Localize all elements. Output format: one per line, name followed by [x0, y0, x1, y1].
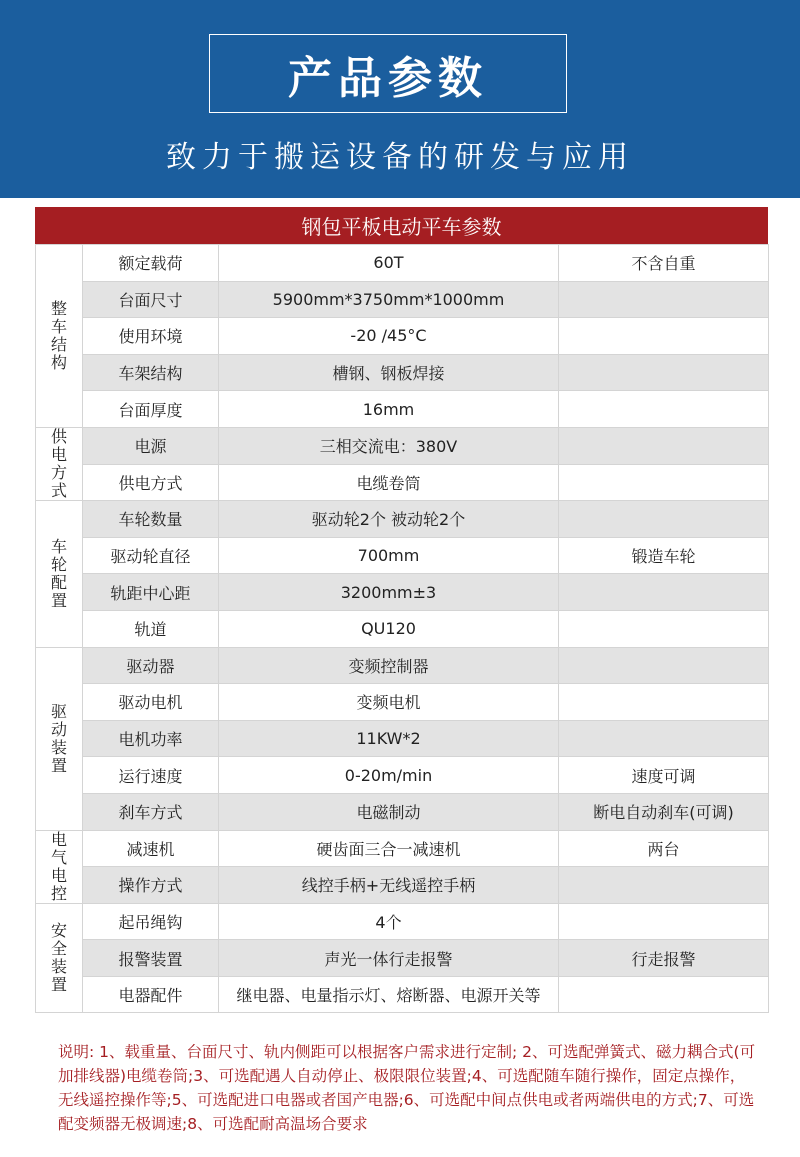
cell-item: 车架结构	[83, 354, 219, 391]
group-label-text: 车 轮 配 置	[50, 536, 67, 610]
cell-note	[559, 281, 769, 318]
spec-table-container	[35, 207, 768, 1013]
cell-item: 驱动器	[83, 647, 219, 684]
group-label-text: 电 气 电 控	[50, 829, 67, 903]
cell-item: 台面尺寸	[83, 281, 219, 318]
cell-item: 刹车方式	[83, 793, 219, 830]
cell-item: 供电方式	[83, 464, 219, 501]
cell-note	[559, 318, 769, 355]
table-row	[36, 940, 769, 977]
cell-value: 硬齿面三合一减速机	[219, 830, 559, 867]
group-label	[36, 501, 83, 647]
cell-note	[559, 501, 769, 538]
cell-value: 700mm	[219, 537, 559, 574]
cell-note	[559, 610, 769, 647]
cell-item: 车轮数量	[83, 501, 219, 538]
group-label	[36, 830, 83, 903]
table-row	[36, 976, 769, 1013]
cell-item: 电机功率	[83, 720, 219, 757]
group-label	[36, 427, 83, 500]
table-row	[36, 391, 769, 428]
cell-note	[559, 464, 769, 501]
table-row	[36, 903, 769, 940]
footnote: 说明: 1、载重量、台面尺寸、轨内侧距可以根据客户需求进行定制; 2、可选配弹簧式、磁力耦合式(可加排线器)电缆卷筒;3、可选配遇人自动停止、极限限位装置;4、可选配随车随行操作，固定点操作，无线遥控操作等;5、可选配进口电器或者国产电器;6、可选配中间点供电或者两端供电的方式;7、可选配变频器无极调速;8、可选配耐高温场合要求	[58, 1043, 756, 1133]
cell-value: 5900mm*3750mm*1000mm	[219, 281, 559, 318]
cell-note	[559, 903, 769, 940]
cell-note	[559, 647, 769, 684]
cell-item: 使用环境	[83, 318, 219, 355]
cell-note	[559, 354, 769, 391]
cell-item: 电源	[83, 427, 219, 464]
cell-value: 60T	[219, 245, 559, 282]
cell-value: 驱动轮2个 被动轮2个	[219, 501, 559, 538]
group-label	[36, 647, 83, 830]
header-banner	[0, 0, 800, 198]
group-label	[36, 245, 83, 428]
table-row	[36, 684, 769, 721]
cell-note: 两台	[559, 830, 769, 867]
cell-value: 继电器、电量指示灯、熔断器、电源开关等	[219, 976, 559, 1013]
cell-note	[559, 720, 769, 757]
cell-item: 轨道	[83, 610, 219, 647]
table-row	[36, 464, 769, 501]
cell-value: 11KW*2	[219, 720, 559, 757]
spec-table	[35, 244, 769, 1013]
cell-value: -20 /45°C	[219, 318, 559, 355]
cell-value: QU120	[219, 610, 559, 647]
table-row	[36, 720, 769, 757]
cell-item: 额定载荷	[83, 245, 219, 282]
cell-value: 3200mm±3	[219, 574, 559, 611]
cell-item: 运行速度	[83, 757, 219, 794]
cell-value: 电磁制动	[219, 793, 559, 830]
cell-value: 声光一体行走报警	[219, 940, 559, 977]
cell-value: 变频控制器	[219, 647, 559, 684]
title-box	[209, 34, 567, 113]
table-row	[36, 574, 769, 611]
cell-note: 速度可调	[559, 757, 769, 794]
group-label-text: 供 电 方 式	[50, 427, 67, 501]
cell-note: 断电自动刹车(可调)	[559, 793, 769, 830]
table-row	[36, 757, 769, 794]
cell-note	[559, 976, 769, 1013]
cell-note: 锻造车轮	[559, 537, 769, 574]
group-label-text: 驱 动 装 置	[50, 701, 67, 775]
spec-table-title: 钢包平板电动平车参数	[35, 207, 768, 244]
table-row	[36, 537, 769, 574]
cell-item: 操作方式	[83, 867, 219, 904]
cell-note	[559, 427, 769, 464]
table-row	[36, 647, 769, 684]
table-row	[36, 610, 769, 647]
cell-item: 起吊绳钩	[83, 903, 219, 940]
cell-value: 变频电机	[219, 684, 559, 721]
cell-note	[559, 574, 769, 611]
group-label	[36, 903, 83, 1013]
page-subtitle: 致力于搬运设备的研发与应用	[166, 140, 634, 175]
cell-item: 电器配件	[83, 976, 219, 1013]
cell-value: 电缆卷筒	[219, 464, 559, 501]
cell-item: 报警装置	[83, 940, 219, 977]
cell-value: 16mm	[219, 391, 559, 428]
table-row	[36, 354, 769, 391]
cell-value: 三相交流电：380V	[219, 427, 559, 464]
table-row	[36, 318, 769, 355]
cell-note: 行走报警	[559, 940, 769, 977]
group-label-text: 安 全 装 置	[50, 921, 67, 995]
cell-note: 不含自重	[559, 245, 769, 282]
cell-value: 槽钢、钢板焊接	[219, 354, 559, 391]
cell-value: 4个	[219, 903, 559, 940]
table-row	[36, 793, 769, 830]
cell-value: 线控手柄+无线遥控手柄	[219, 867, 559, 904]
cell-item: 驱动电机	[83, 684, 219, 721]
table-row	[36, 867, 769, 904]
cell-note	[559, 391, 769, 428]
cell-item: 驱动轮直径	[83, 537, 219, 574]
table-row	[36, 427, 769, 464]
cell-note	[559, 867, 769, 904]
cell-note	[559, 684, 769, 721]
table-row	[36, 501, 769, 538]
table-row	[36, 245, 769, 282]
cell-value: 0-20m/min	[219, 757, 559, 794]
cell-item: 减速机	[83, 830, 219, 867]
table-row	[36, 281, 769, 318]
cell-item: 轨距中心距	[83, 574, 219, 611]
page-title: 产品参数	[288, 52, 488, 104]
group-label-text: 整 车 结 构	[50, 298, 67, 372]
cell-item: 台面厚度	[83, 391, 219, 428]
table-row	[36, 830, 769, 867]
